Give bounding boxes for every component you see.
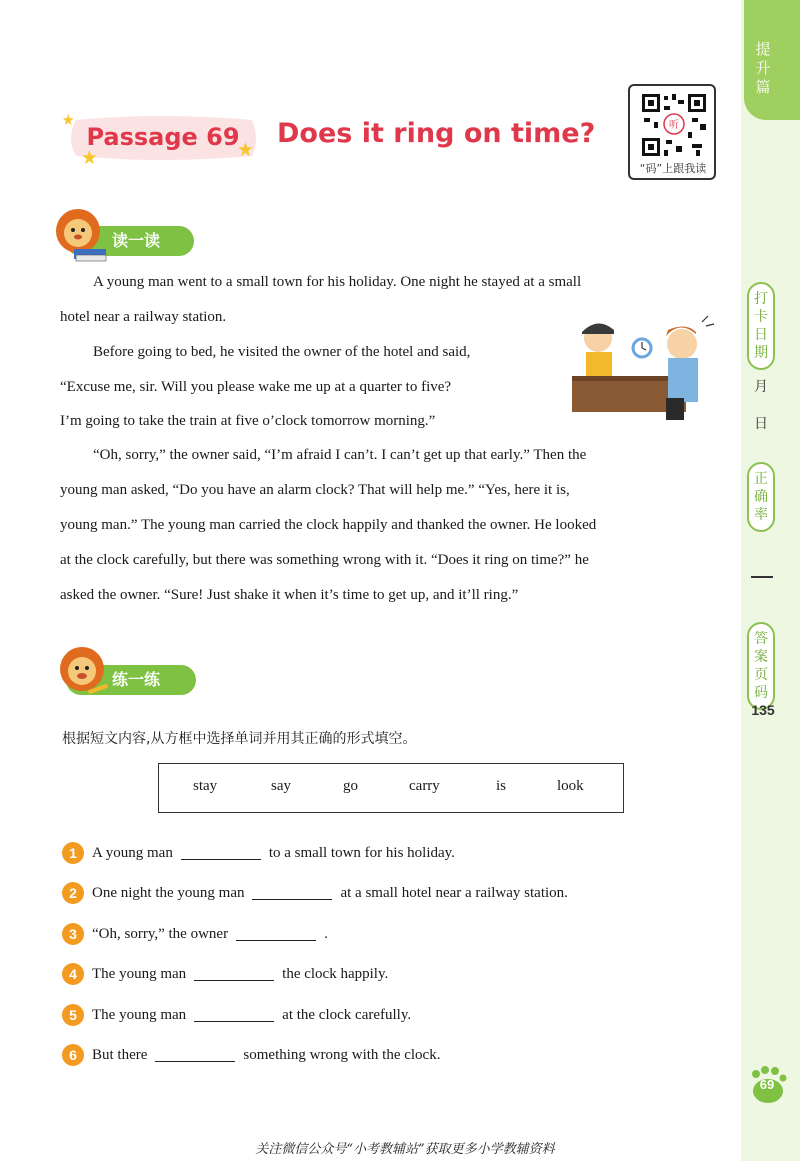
- exercise-instruction: 根据短文内容,从方框中选择单词并用其正确的形式填空。: [62, 731, 417, 747]
- question-3: [62, 923, 328, 945]
- qr-code-icon: [632, 88, 716, 160]
- month-label: 月: [754, 379, 768, 395]
- question-text-before: A young man: [92, 844, 173, 861]
- word-bank-item: carry: [409, 778, 440, 794]
- checkin-date-label: 打卡日期: [747, 282, 775, 370]
- answer-page-number: 135: [751, 702, 775, 718]
- passage-line-8: young man.” The young man carried the clock happily and thanked the owner. He looked: [60, 517, 597, 533]
- passage-line-7: young man asked, “Do you have an alarm clock? That will help me.” “Yes, here it is,: [60, 482, 570, 498]
- passage-line-2: hotel near a railway station.: [60, 309, 227, 325]
- question-number-badge: 3: [62, 923, 84, 945]
- word-bank-box: [158, 763, 624, 813]
- page-title: Does it ring on time?: [277, 118, 596, 149]
- page-number: 69: [759, 1077, 775, 1092]
- question-text-before: One night the young man: [92, 884, 245, 901]
- hotel-owner-illustration: [570, 312, 720, 432]
- question-number-badge: 4: [62, 963, 84, 985]
- answer-page-label: 答案页码: [747, 622, 775, 710]
- question-6: [62, 1044, 440, 1066]
- side-top-label: 提升篇: [755, 40, 771, 96]
- question-number-badge: 6: [62, 1044, 84, 1066]
- answer-blank[interactable]: [194, 1008, 274, 1022]
- question-text-after: something wrong with the clock.: [243, 1046, 441, 1063]
- word-bank-item: go: [343, 778, 358, 794]
- word-bank-item: stay: [193, 778, 218, 794]
- side-strip: [741, 0, 800, 1161]
- answer-blank[interactable]: [181, 846, 261, 860]
- section-read-header: 读一读: [66, 226, 194, 256]
- answer-blank[interactable]: [155, 1048, 235, 1062]
- answer-blank[interactable]: [252, 886, 332, 900]
- question-text-after: to a small town for his holiday.: [268, 844, 455, 861]
- answer-blank[interactable]: [194, 967, 274, 981]
- question-text-before: “Oh, sorry,” the owner: [92, 925, 229, 942]
- passage-line-3: Before going to bed, he visited the owner of the hotel and said,: [93, 344, 471, 360]
- question-5: [62, 1004, 411, 1026]
- question-text-after: .: [324, 925, 328, 942]
- question-2: [62, 882, 568, 904]
- question-number-badge: 5: [62, 1004, 84, 1026]
- question-text-after: at a small hotel near a railway station.: [340, 884, 568, 901]
- lion-reading-icon: [54, 205, 110, 265]
- question-text-before: The young man: [92, 965, 187, 982]
- question-number-badge: 2: [62, 882, 84, 904]
- passage-line-1: A young man went to a small town for his holiday. One night he stayed at a small: [93, 274, 582, 290]
- question-text-after: at the clock carefully.: [282, 1006, 412, 1023]
- word-bank-item: look: [557, 778, 584, 794]
- passage-number-badge: Passage 69: [86, 123, 240, 151]
- passage-line-6: “Oh, sorry,” the owner said, “I’m afraid I can’t. I can’t get up that early.” Then the: [93, 447, 587, 463]
- accuracy-label: 正确率: [747, 462, 775, 532]
- footer-watermark: 关注微信公众号“小考教辅站”获取更多小学教辅资料: [255, 1142, 555, 1157]
- qr-caption: “码”上跟我读: [639, 162, 707, 175]
- word-bank-item: is: [496, 778, 507, 794]
- word-bank-item: say: [271, 778, 291, 794]
- question-number-badge: 1: [62, 842, 84, 864]
- passage-line-4: “Excuse me, sir. Will you please wake me up at a quarter to five?: [60, 379, 452, 395]
- qr-listen-glyph: 听: [669, 120, 679, 131]
- passage-line-9: at the clock carefully, but there was something wrong with it. “Does it ring on time?” he: [60, 552, 589, 568]
- question-1: [62, 842, 455, 864]
- passage-line-5: I’m going to take the train at five o’clock tomorrow morning.”: [60, 413, 436, 429]
- passage-line-10: asked the owner. “Sure! Just shake it when it’s time to get up, and it’ll ring.”: [60, 587, 519, 603]
- accuracy-divider: [751, 576, 773, 578]
- question-text-after: the clock happily.: [282, 965, 389, 982]
- question-text-before: But there: [92, 1046, 148, 1063]
- day-label: 日: [754, 416, 768, 432]
- section-practice-header: 练一练: [66, 665, 196, 695]
- question-4: [62, 963, 388, 985]
- answer-blank[interactable]: [236, 927, 316, 941]
- lion-writing-icon: [58, 643, 110, 701]
- question-text-before: The young man: [92, 1006, 187, 1023]
